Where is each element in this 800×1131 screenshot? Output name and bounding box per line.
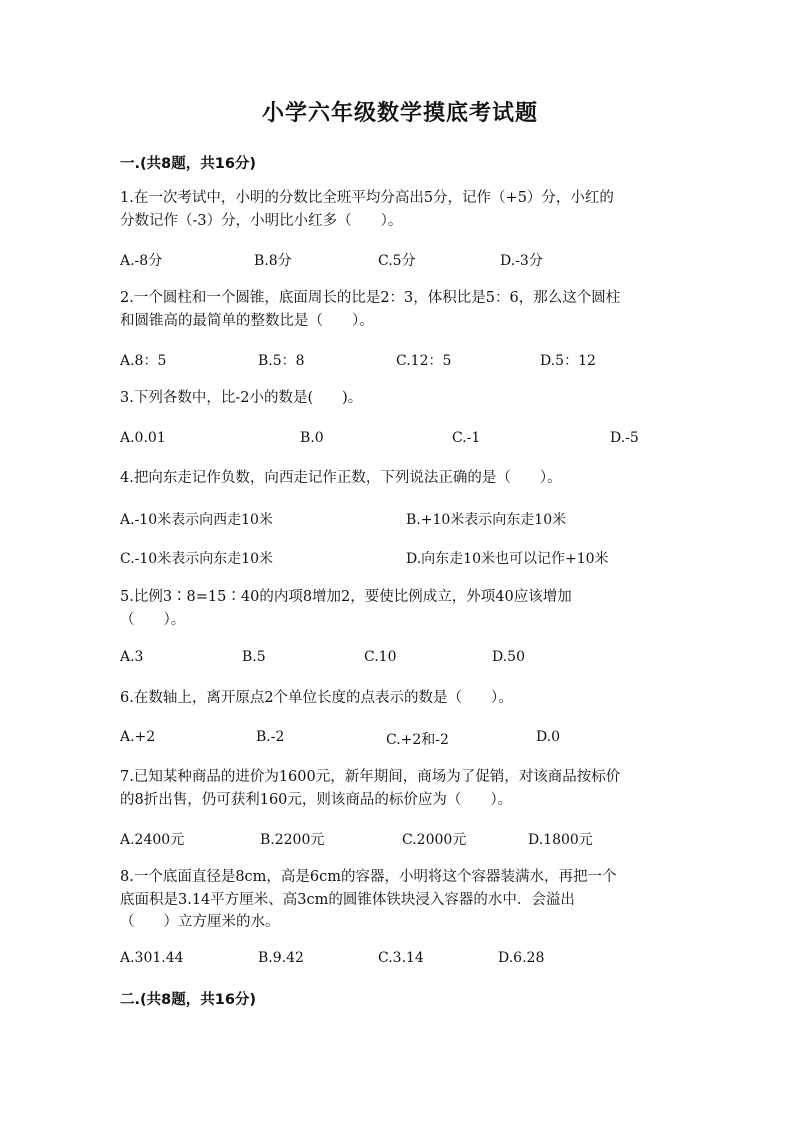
question-4-line-1: 4.把向东走记作负数，向西走记作正数，下列说法正确的是（ ）。 bbox=[120, 470, 562, 486]
question-5-option-b: B.5 bbox=[242, 649, 266, 665]
question-2-option-a: A.8：5 bbox=[120, 353, 167, 369]
question-8-line-2: 底面积是3.14平方厘米、高3cm的圆锥体铁块浸入容器的水中．会溢出 bbox=[120, 891, 575, 908]
question-6-option-b: B.-2 bbox=[256, 729, 285, 745]
question-6-option-d: D.0 bbox=[536, 729, 561, 745]
question-7-stem bbox=[120, 766, 680, 811]
question-7-option-c: C.2000元 bbox=[402, 832, 467, 848]
question-2-line-2: 和圆锥高的最简单的整数比是（ ）。 bbox=[120, 312, 374, 329]
question-4-option-d: D.向东走10米也可以记作+10米 bbox=[406, 551, 609, 567]
question-1-stem bbox=[120, 187, 680, 232]
question-1-option-a: A.-8分 bbox=[120, 253, 163, 269]
question-6-option-a: A.+2 bbox=[120, 729, 156, 745]
question-7-option-b: B.2200元 bbox=[260, 832, 325, 848]
question-7-option-a: A.2400元 bbox=[120, 832, 185, 848]
question-3-line-1: 3.下列各数中，比-2小的数是( )。 bbox=[120, 390, 363, 406]
question-3-stem bbox=[120, 387, 680, 410]
question-3-option-d: D.-5 bbox=[610, 430, 639, 446]
question-7-option-d: D.1800元 bbox=[528, 832, 593, 848]
question-3-option-a: A.0.01 bbox=[120, 430, 166, 446]
question-6-line-1: 6.在数轴上，离开原点2个单位长度的点表示的数是（ ）。 bbox=[120, 690, 513, 706]
question-8-option-a: A.301.44 bbox=[120, 950, 184, 966]
question-2-option-d: D.5：12 bbox=[540, 353, 596, 369]
question-8-line-1: 8.一个底面直径是8cm，高是6cm的容器，小明将这个容器装满水，再把一个 bbox=[120, 869, 617, 885]
question-1-line-1: 1.在一次考试中，小明的分数比全班平均分高出5分，记作（+5）分，小红的 bbox=[120, 190, 614, 206]
question-8-option-c: C.3.14 bbox=[378, 950, 424, 966]
exam-title: 小学六年级数学摸底考试题 bbox=[261, 101, 538, 126]
question-2-stem bbox=[120, 287, 680, 332]
question-4-option-b: B.+10米表示向东走10米 bbox=[406, 512, 567, 528]
question-8-line-3: （ ）立方厘米的水。 bbox=[120, 914, 280, 930]
question-8-stem bbox=[120, 866, 680, 934]
question-1-option-c: C.5分 bbox=[378, 253, 416, 269]
question-7-line-2: 的8折出售，仍可获利160元，则该商品的标价应为（ ）。 bbox=[120, 791, 513, 808]
question-5-option-a: A.3 bbox=[120, 649, 144, 665]
question-5-line-1: 5.比例3∶8=15∶40的内项8增加2，要使比例成立，外项40应该增加 bbox=[120, 589, 572, 605]
question-2-option-c: C.12：5 bbox=[396, 353, 452, 369]
question-1-option-d: D.-3分 bbox=[500, 253, 543, 269]
question-5-line-2: （ ）。 bbox=[120, 611, 186, 628]
question-6-option-c: C.+2和-2 bbox=[386, 732, 449, 748]
question-2-option-b: B.5：8 bbox=[258, 353, 305, 369]
question-6-stem bbox=[120, 687, 680, 710]
question-1-line-2: 分数记作（-3）分，小明比小红多（ ）。 bbox=[120, 212, 403, 229]
question-4-option-a: A.-10米表示向西走10米 bbox=[120, 512, 273, 528]
question-4-stem bbox=[120, 467, 680, 490]
question-8-option-d: D.6.28 bbox=[498, 950, 545, 966]
question-3-option-c: C.-1 bbox=[452, 430, 481, 446]
question-5-option-d: D.50 bbox=[492, 649, 525, 665]
question-5-stem bbox=[120, 586, 680, 631]
section-heading-1: 一.(共8题，共16分) bbox=[120, 156, 257, 172]
section-heading-2: 二.(共8题，共16分) bbox=[120, 992, 257, 1008]
question-8-option-b: B.9.42 bbox=[258, 950, 304, 966]
question-1-option-b: B.8分 bbox=[254, 253, 292, 269]
question-5-option-c: C.10 bbox=[364, 649, 397, 665]
question-2-line-1: 2.一个圆柱和一个圆锥，底面周长的比是2：3，体积比是5：6，那么这个圆柱 bbox=[120, 290, 621, 306]
question-4-option-c: C.-10米表示向东走10米 bbox=[120, 551, 274, 567]
question-3-option-b: B.0 bbox=[300, 430, 324, 446]
question-7-line-1: 7.已知某种商品的进价为1600元，新年期间，商场为了促销，对该商品按标价 bbox=[120, 769, 621, 785]
